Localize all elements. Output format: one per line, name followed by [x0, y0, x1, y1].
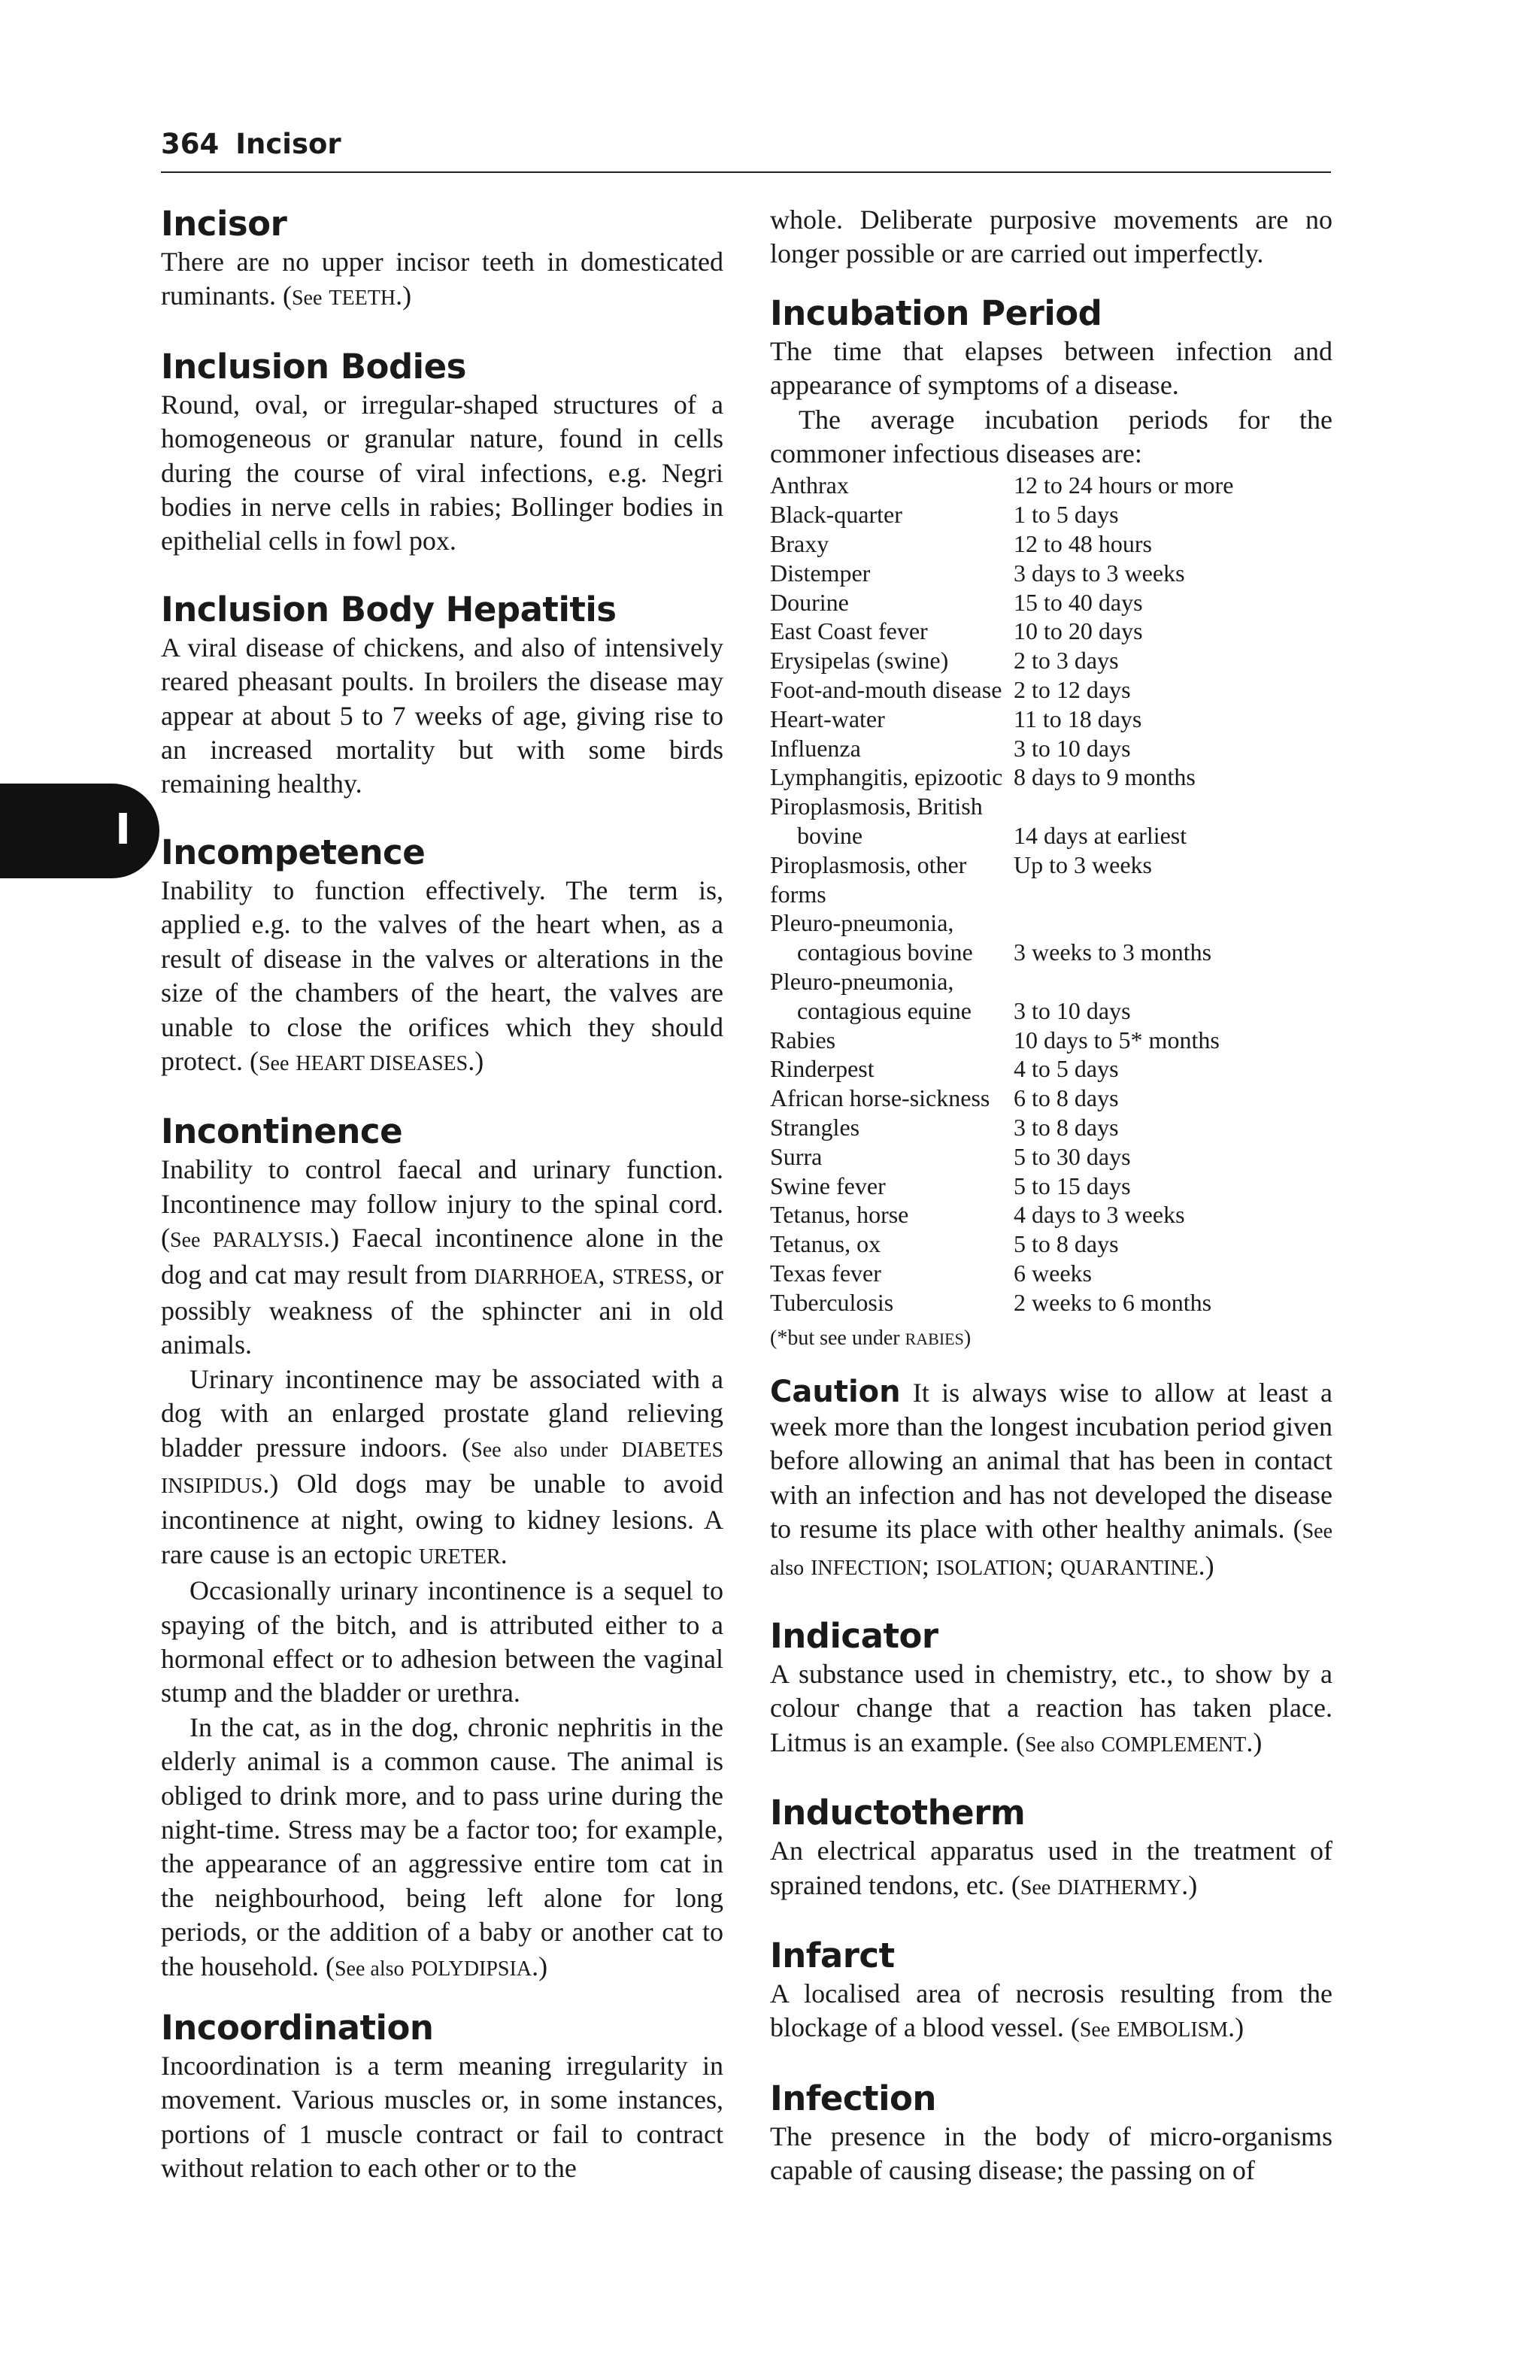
cross-reference: POLYDIPSIA	[411, 1957, 532, 1981]
entry-title: Infection	[770, 2078, 936, 2118]
table-row	[770, 646, 1332, 675]
table-row	[770, 734, 1332, 763]
entry-text: Round, oval, or irregular-shaped structures of a homogeneous or granular nature, found in cells during the course of viral infections, e.g. Negri bodies in nerve cells in rabies; Bollinger bodies in epithelial cells in fowl pox.	[161, 389, 723, 556]
entry-indicator	[770, 1615, 1332, 1762]
entry-title: Incontinence	[161, 1111, 403, 1152]
disease-cell: Dourine	[770, 588, 849, 616]
table-row	[770, 821, 1332, 850]
cross-reference: PARALYSIS	[213, 1229, 324, 1253]
table-row	[770, 908, 1332, 938]
table-row	[770, 705, 1332, 734]
continuation-text: whole. Deliberate purposive movements are no longer possible or are carried out imperfectly.	[770, 205, 1332, 269]
table-row	[770, 1142, 1332, 1172]
entry-incoordination	[161, 2007, 723, 2186]
period-cell: 14 days at earliest	[1014, 822, 1187, 849]
table-row	[770, 967, 1332, 996]
period-cell: 6 weeks	[1014, 1259, 1092, 1287]
entry-paragraph: The average incubation periods for the commoner infectious diseases are:	[770, 404, 1332, 469]
period-cell: 2 to 12 days	[1014, 676, 1131, 704]
disease-cell: East Coast fever	[770, 617, 928, 645]
cross-reference: RABIES	[905, 1329, 964, 1348]
disease-cell: Swine fever	[770, 1172, 886, 1199]
disease-cell: Piroplasmosis, other forms	[770, 850, 967, 908]
left-column	[161, 203, 723, 2186]
disease-cell: Heart-water	[770, 705, 885, 732]
disease-cell: contagious equine	[797, 996, 972, 1024]
entry-text: An electrical apparatus used in the treatment of sprained tendons, etc. (See DIATHERMY.)	[770, 1836, 1332, 1900]
disease-cell: Tuberculosis	[770, 1288, 894, 1316]
cross-reference: URETER	[418, 1545, 501, 1569]
entry-infarct	[770, 1935, 1332, 2048]
entry-title: Indicator	[770, 1615, 938, 1656]
table-row	[770, 1288, 1332, 1317]
disease-cell: Influenza	[770, 734, 861, 762]
table-row	[770, 1026, 1332, 1055]
entry-title: Inductotherm	[770, 1793, 1026, 1833]
disease-cell: Pleuro-pneumonia,	[770, 967, 954, 995]
right-column	[770, 203, 1332, 2188]
entry-title: Incubation Period	[770, 293, 1102, 333]
period-cell: 4 days to 3 weeks	[1014, 1201, 1185, 1229]
period-cell: 15 to 40 days	[1014, 588, 1143, 616]
entry-text: Inability to function effectively. The term is, applied e.g. to the valves of the heart when, as a result of disease in the valves or alterations in the size of the chambers of the heart, the valves are unable to close the orifices which they should protect. (See HEART DISEASES.)	[161, 875, 723, 1076]
period-cell: 10 days to 5* months	[1014, 1026, 1220, 1054]
cross-reference: ISOLATION	[935, 1556, 1047, 1580]
disease-cell: Rinderpest	[770, 1055, 875, 1083]
cross-reference: DIARRHOEA	[474, 1265, 599, 1289]
entry-text: A viral disease of chickens, and also of intensively reared pheasant poults. In broilers the disease may appear at about 5 to 7 weeks of age, giving rise to an increased mortality but with some birds remaining healthy.	[161, 632, 723, 799]
cross-reference: QUARANTINE	[1060, 1556, 1199, 1580]
entry-text: Incoordination is a term meaning irregularity in movement. Various muscles or, in some instances, portions of 1 muscle contract or fail to contract without relation to each other or to the	[161, 2051, 723, 2184]
disease-cell: Black-quarter	[770, 501, 902, 529]
cross-reference: EMBOLISM	[1117, 2018, 1229, 2042]
table-row	[770, 1084, 1332, 1113]
table-row	[770, 1054, 1332, 1084]
disease-cell: Tetanus, ox	[770, 1230, 881, 1258]
table-row	[770, 500, 1332, 529]
period-cell: 3 to 8 days	[1014, 1113, 1119, 1141]
period-cell	[1014, 908, 1332, 938]
table-row	[770, 1259, 1332, 1288]
entry-title: Incisor	[161, 204, 287, 244]
entry-inductotherm	[770, 1792, 1332, 1905]
disease-cell: Surra	[770, 1142, 823, 1170]
table-row	[770, 792, 1332, 821]
disease-cell: bovine	[797, 822, 863, 849]
cross-reference: STRESS	[611, 1265, 687, 1289]
page-number: 364	[161, 128, 220, 160]
table-footnote: (*but see under RABIES)	[770, 1326, 972, 1350]
disease-cell: Distemper	[770, 559, 871, 587]
table-row	[770, 529, 1332, 559]
entry-paragraph: Occasionally urinary incontinence is a sequel to spaying of the bitch, and is attributed either to a hormonal effect or to adhesion between the vaginal stump and the bladder or urethra.	[161, 1575, 723, 1708]
header-rule	[161, 171, 1331, 173]
period-cell: 5 to 8 days	[1014, 1230, 1119, 1258]
entry-title: Incoordination	[161, 2008, 434, 2048]
table-row	[770, 1200, 1332, 1229]
table-row	[770, 617, 1332, 646]
cross-reference: COMPLEMENT	[1101, 1733, 1247, 1757]
disease-cell: contagious bovine	[797, 938, 973, 966]
cross-reference: TEETH	[329, 287, 396, 311]
disease-cell: Piroplasmosis, British	[770, 793, 983, 820]
period-cell: Up to 3 weeks	[1014, 850, 1152, 878]
disease-cell: Texas fever	[770, 1259, 881, 1287]
entry-incontinence	[161, 1111, 723, 1986]
period-cell: 4 to 5 days	[1014, 1055, 1119, 1083]
incubation-table	[770, 471, 1332, 1317]
table-row	[770, 996, 1332, 1026]
thumb-index-tab	[0, 784, 159, 878]
entry-paragraph: Inability to control faecal and urinary function. Incontinence may follow injury to the spinal cord. (See PARALYSIS.) Faecal incontinence alone in the dog and cat may result from DIARRHOEA, STRESS, or possibly weakness of the sphincter ani in old animals.	[161, 1154, 723, 1360]
caution-heading: Caution	[770, 1374, 901, 1409]
period-cell: 11 to 18 days	[1014, 705, 1142, 732]
entry-paragraph: The time that elapses between infection and appearance of symptoms of a disease.	[770, 335, 1332, 401]
period-cell	[1014, 967, 1332, 996]
entry-inclusion-body-hepatitis	[161, 589, 723, 802]
entry-title: Infarct	[770, 1936, 895, 1976]
disease-cell: Erysipelas (swine)	[770, 647, 949, 675]
period-cell: 3 to 10 days	[1014, 996, 1131, 1024]
entry-title: Incompetence	[161, 832, 426, 872]
disease-cell: Lymphangitis, epizootic	[770, 763, 1003, 791]
period-cell: 8 days to 9 months	[1014, 763, 1196, 791]
entry-title: Inclusion Bodies	[161, 346, 466, 387]
table-row	[770, 471, 1332, 500]
disease-cell: Rabies	[770, 1026, 836, 1054]
cross-reference: DIATHERMY	[1057, 1875, 1182, 1899]
entry-text: The presence in the body of micro-organisms capable of causing disease; the passing on of	[770, 2121, 1332, 2186]
period-cell: 3 to 10 days	[1014, 734, 1131, 762]
entry-paragraph: Urinary incontinence may be associated with a dog with an enlarged prostate gland relieving bladder pressure indoors. (See also under DIABETES INSIPIDUS.) Old dogs may be unable to avoid incontinence at night, owing to kidney lesions. A rare cause is an ectopic URETER.	[161, 1363, 724, 1569]
cross-reference: DIABETES INSIPIDUS	[161, 1438, 724, 1498]
table-row	[770, 1229, 1332, 1259]
period-cell: 2 weeks to 6 months	[1014, 1288, 1212, 1316]
period-cell: 12 to 24 hours or more	[1014, 471, 1234, 499]
table-row	[770, 588, 1332, 617]
period-cell: 10 to 20 days	[1014, 617, 1143, 645]
cross-reference: INFECTION	[811, 1556, 922, 1580]
period-cell: 1 to 5 days	[1014, 501, 1119, 529]
disease-cell: Anthrax	[770, 471, 849, 499]
period-cell: 6 to 8 days	[1014, 1084, 1119, 1112]
running-head	[161, 126, 1331, 162]
disease-cell: Strangles	[770, 1113, 860, 1141]
entry-incompetence	[161, 832, 723, 1081]
period-cell: 5 to 30 days	[1014, 1142, 1131, 1170]
disease-cell: African horse-sickness	[770, 1084, 990, 1112]
table-row	[770, 938, 1332, 967]
entry-incubation-period	[770, 293, 1332, 1585]
table-row	[770, 559, 1332, 588]
disease-cell: Braxy	[770, 530, 829, 558]
period-cell: 3 weeks to 3 months	[1014, 938, 1212, 966]
period-cell: 12 to 48 hours	[1014, 530, 1152, 558]
running-title: Incisor	[235, 128, 341, 160]
entry-text: A localised area of necrosis resulting from the blockage of a blood vessel. (See EMBOLISM.)	[770, 1978, 1332, 2043]
table-row	[770, 675, 1332, 705]
entry-title: Inclusion Body Hepatitis	[161, 589, 617, 629]
entry-text: There are no upper incisor teeth in domesticated ruminants. (See TEETH.)	[161, 247, 723, 311]
disease-cell: Foot-and-mouth disease	[770, 676, 1002, 704]
entry-inclusion-bodies	[161, 346, 723, 559]
entry-infection	[770, 2078, 1332, 2188]
period-cell: 2 to 3 days	[1014, 647, 1119, 675]
period-cell	[1014, 792, 1332, 821]
caution-note: Caution It is always wise to allow at least a week more than the longest incubation period given before allowing an animal that has been in contact with an infection and has not developed the disease to resume its place with other healthy animals. (See also INFECTION; ISOLATION; QUARANTINE.)	[770, 1374, 1332, 1581]
period-cell: 3 days to 3 weeks	[1014, 559, 1185, 587]
period-cell: 5 to 15 days	[1014, 1172, 1131, 1199]
entry-text: A substance used in chemistry, etc., to show by a colour change that a reaction has taken place. Litmus is an example. (See also COMPLEMENT.)	[770, 1658, 1332, 1757]
table-row	[770, 763, 1332, 792]
table-row	[770, 1113, 1332, 1142]
disease-cell: Pleuro-pneumonia,	[770, 909, 954, 937]
thumb-tab-letter: I	[115, 805, 131, 854]
entry-paragraph: In the cat, as in the dog, chronic nephritis in the elderly animal is a common cause. The animal is obliged to drink more, and to pass urine during the night-time. Stress may be a factor too; for example, the appearance of an aggressive entire tom cat in the neighbourhood, being left alone for long periods, or the addition of a baby or another cat to the household. (See also POLYDIPSIA.)	[161, 1711, 723, 1981]
disease-cell: Tetanus, horse	[770, 1201, 909, 1229]
table-row	[770, 850, 1332, 909]
entry-incisor	[161, 203, 723, 316]
table-row	[770, 1172, 1332, 1201]
cross-reference: HEART DISEASES	[296, 1051, 468, 1075]
